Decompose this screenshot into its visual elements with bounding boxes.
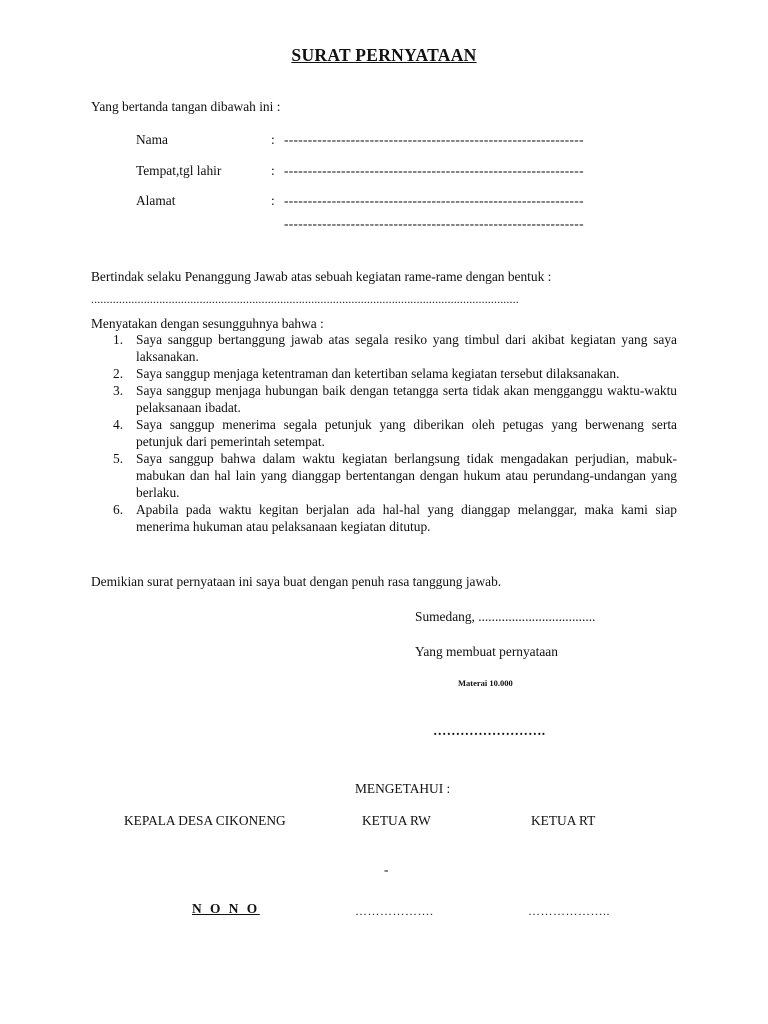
bertindak-text: Bertindak selaku Penanggung Jawab atas sebuah kegiatan rame-rame dengan bentuk : [91,269,552,284]
list-item-number: 2. [113,366,124,381]
document-title: SURAT PERNYATAAN [291,45,477,65]
field-line-nama: --------------------------------------------------------------- [284,132,584,147]
list-item [91,365,677,382]
field-colon-alamat: : [271,193,275,208]
list-item-number: 3. [113,383,124,398]
name-kepala-desa: N O N O [192,901,260,916]
list-item [91,450,677,501]
list-item [91,331,677,365]
place-date: Sumedang, ................................... [415,609,596,624]
materai-label: Materai 10.000 [458,678,513,688]
list-item-text: Saya sanggup bahwa dalam waktu kegiatan berlangsung tidak mengadakan perjudian, mabuk-mabukan dan hal lain yang dianggap bertentangan dengan hukum atau perundang-undangan yang berlaku. [136,451,677,500]
role-kepala-desa: KEPALA DESA CIKONENG [124,813,286,828]
list-item-number: 6. [113,502,124,517]
list-item-number: 4. [113,417,124,432]
activity-form-line: .......................................................................................................................................... [91,292,519,306]
separator-dash: - [384,862,389,877]
field-label-alamat: Alamat [136,193,176,208]
field-line-alamat-2: --------------------------------------------------------------- [284,216,584,231]
field-line-tempat-tgl-lahir: --------------------------------------------------------------- [284,163,584,178]
list-item-text: Apabila pada waktu kegitan berjalan ada hal-hal yang dianggap melanggar, maka kami siap menerima hukuman atau pelaksanaan kegiatan ditutup. [136,502,677,534]
field-colon-nama: : [271,132,275,147]
field-label-tempat-tgl-lahir: Tempat,tgl lahir [136,163,222,178]
list-item-number: 5. [113,451,124,466]
mengetahui-heading: MENGETAHUI : [355,781,451,796]
field-colon-tempat-tgl-lahir: : [271,163,275,178]
role-ketua-rw: KETUA RW [362,813,431,828]
field-label-nama: Nama [136,132,168,147]
role-ketua-rt: KETUA RT [531,813,596,828]
statement-list [91,331,677,535]
name-ketua-rw-line: ………………. [355,904,434,918]
list-item [91,416,677,450]
maker-label: Yang membuat pernyataan [415,644,558,659]
closing-text: Demikian surat pernyataan ini saya buat dengan penuh rasa tanggung jawab. [91,574,502,589]
field-line-alamat: --------------------------------------------------------------- [284,193,584,208]
maker-signature-line: ……………………. [433,723,546,738]
list-item-text: Saya sanggup menjaga ketentraman dan ketertiban selama kegiatan tersebut dilaksanakan. [136,366,620,381]
menyatakan-text: Menyatakan dengan sesungguhnya bahwa : [91,316,324,331]
list-item-text: Saya sanggup menjaga hubungan baik dengan tetangga serta tidak akan mengganggu waktu-waktu pelaksanaan ibadat. [136,383,677,415]
name-ketua-rt-line: ……………….. [528,904,610,918]
list-item-number: 1. [113,332,124,347]
list-item [91,501,677,535]
list-item [91,382,677,416]
intro-text: Yang bertanda tangan dibawah ini : [91,99,281,114]
list-item-text: Saya sanggup bertanggung jawab atas segala resiko yang timbul dari akibat kegiatan yang saya laksanakan. [136,332,677,364]
list-item-text: Saya sanggup menerima segala petunjuk yang diberikan oleh petugas yang berwenang serta petunjuk dari pemerintah setempat. [136,417,677,449]
